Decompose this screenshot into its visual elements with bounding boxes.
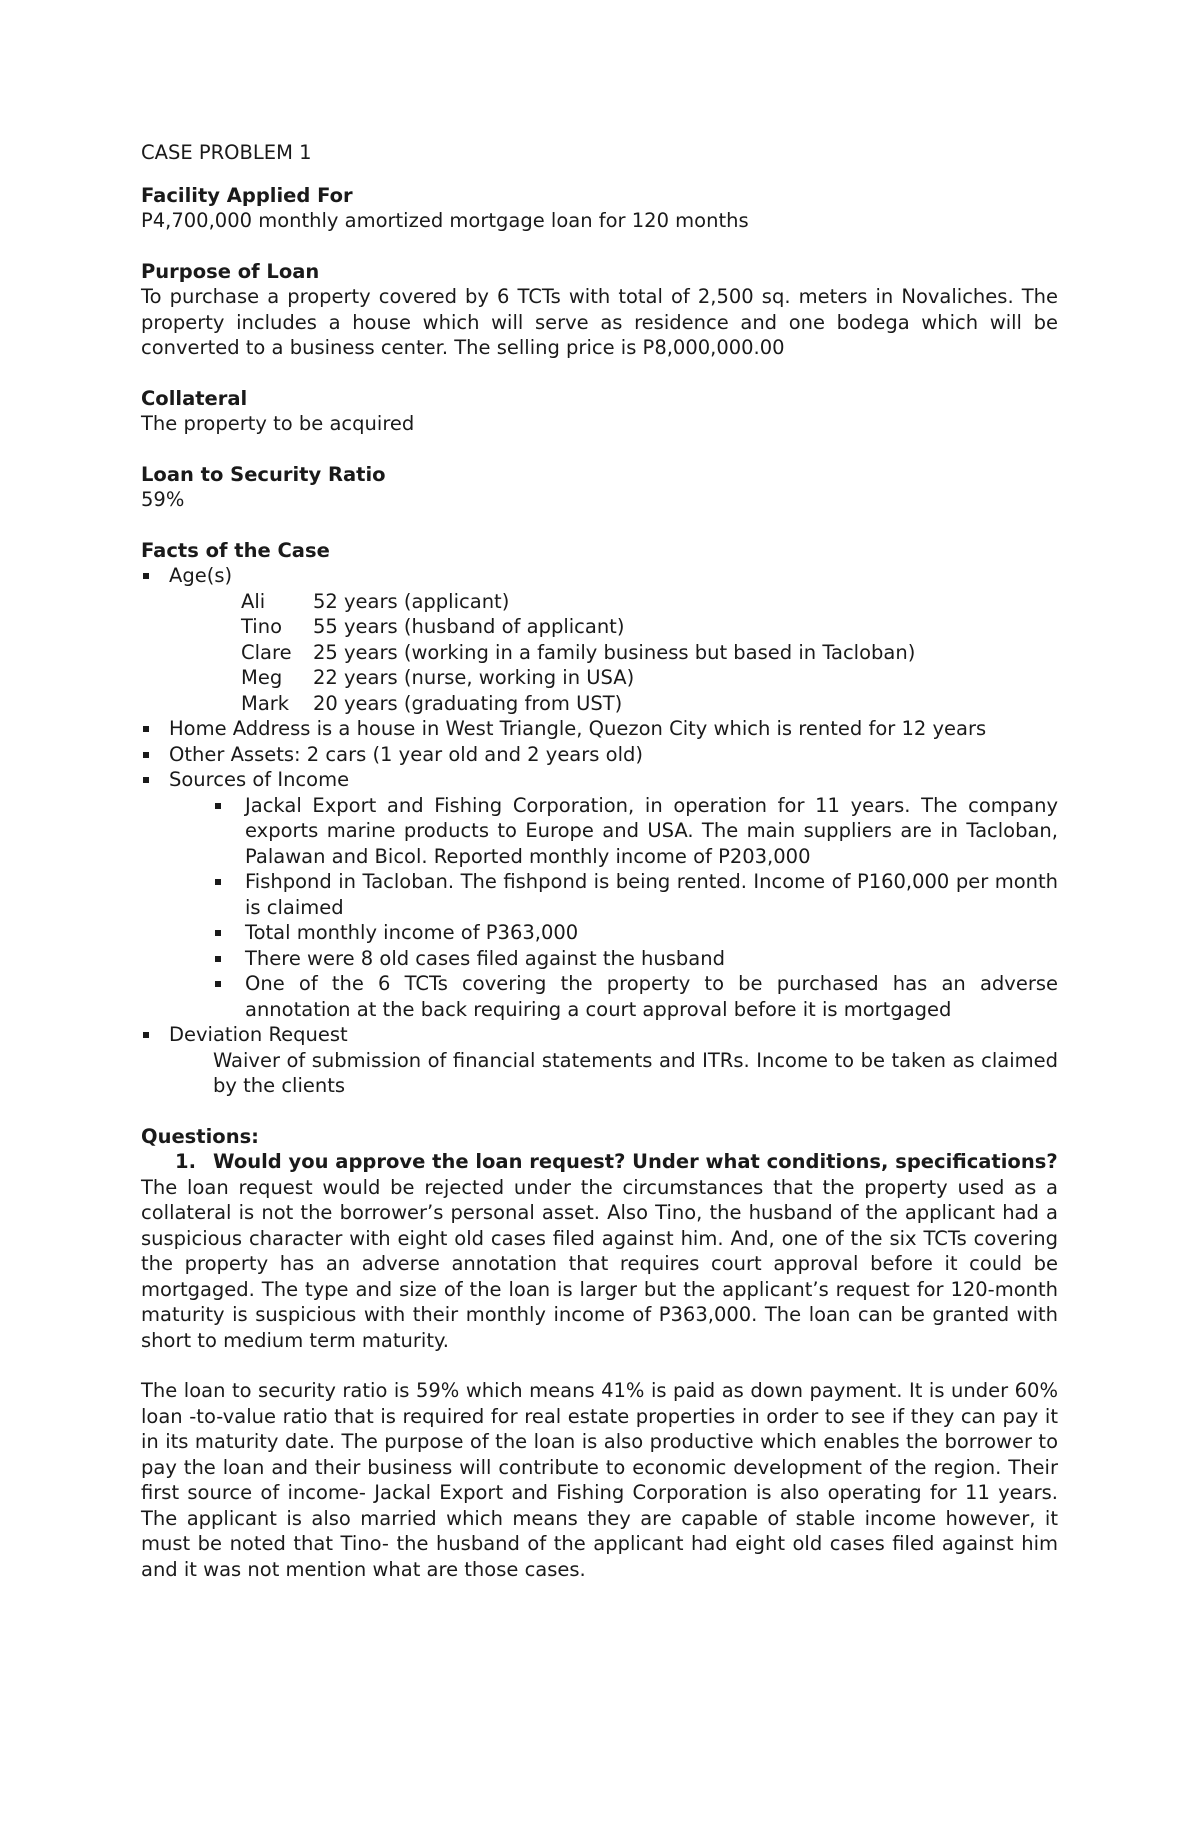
facts-list (141, 563, 1058, 793)
source-item: Jackal Export and Fishing Corporation, in operation for 11 years. The company exports marine products to Europe and USA. The main suppliers are in Tacloban, Palawan and Bicol. Reported monthly income of P203,000 (211, 793, 1058, 870)
question-number: 1. (175, 1150, 196, 1173)
age-desc: 55 years (husband of applicant) (313, 615, 625, 638)
home-address-item: Home Address is a house in West Triangle, Quezon City which is rented for 12 years (141, 716, 1058, 742)
question-text: Would you approve the loan request? Under what conditions, specifications? (213, 1150, 1058, 1173)
source-item: One of the 6 TCTs covering the property to be purchased has an adverse annotation at the back requiring a court approval before it is mortgaged (211, 971, 1058, 1022)
table-row (241, 665, 915, 691)
age-name: Tino (241, 615, 283, 638)
table-row (241, 614, 915, 640)
deviation-text: Waiver of submission of financial statements and ITRs. Income to be taken as claimed by the clients (213, 1048, 1058, 1097)
list-item (141, 1149, 1058, 1175)
source-item: Fishpond in Tacloban. The fishpond is being rented. Income of P160,000 per month is claimed (211, 869, 1058, 920)
document (141, 140, 1058, 1582)
collateral-text: The property to be acquired (141, 412, 415, 435)
source-item: There were 8 old cases filed against the husband (211, 946, 1058, 972)
age-desc: 52 years (applicant) (313, 589, 510, 613)
ltv-heading: Loan to Security Ratio (141, 462, 386, 486)
age-desc: 25 years (working in a family business but based in Tacloban) (313, 640, 916, 664)
age-desc: 22 years (nurse, working in USA) (313, 666, 635, 689)
questions-list (141, 1149, 1058, 1175)
facility-text: P4,700,000 monthly amortized mortgage loan for 120 months (141, 209, 749, 232)
list-item (141, 1022, 1058, 1048)
deviation-label: Deviation Request (169, 1023, 348, 1046)
questions-heading: Questions: (141, 1124, 259, 1148)
purpose-heading: Purpose of Loan (141, 259, 320, 283)
document-title: CASE PROBLEM 1 (141, 141, 312, 164)
facility-heading: Facility Applied For (141, 183, 353, 207)
deviation-list (141, 1022, 1058, 1048)
list-item (141, 767, 1058, 793)
table-row (241, 589, 915, 615)
age-desc: 20 years (graduating from UST) (313, 691, 623, 715)
ages-table (241, 589, 915, 717)
age-name: Mark (241, 691, 290, 715)
table-row (241, 640, 915, 666)
answer-paragraph-2: The loan to security ratio is 59% which means 41% is paid as down payment. It is under 60% loan -to-value ratio that is required for real estate properties in order to see if they can pay it in its maturity date. The purpose of the loan is also productive which enables the borrower to pay the loan and their business will contribute to economic development of the region. Their first source of income- Jackal Export and Fishing Corporation is also operating for 11 years. The applicant is also married which means they are capable of stable income however, it must be noted that Tino- the husband of the applicant had eight old cases filed against him and it was not mention what are those cases. (141, 1379, 1058, 1581)
age-name: Meg (241, 666, 283, 689)
answer-paragraph-1: The loan request would be rejected under the circumstances that the property used as a collateral is not the borrower’s personal asset. Also Tino, the husband of the applicant had a suspicious character with eight old cases filed against him. And, one of the six TCTs covering the property has an adverse annotation that requires court approval before it could be mortgaged. The type and size of the loan is larger but the applicant’s request for 120-month maturity is suspicious with their monthly income of P363,000. The loan can be granted with short to medium term maturity. (141, 1175, 1058, 1352)
source-item: Total monthly income of P363,000 (211, 920, 1058, 946)
age-name: Clare (241, 640, 292, 664)
facts-heading: Facts of the Case (141, 538, 330, 562)
list-item (141, 563, 1058, 716)
table-row (241, 691, 915, 717)
collateral-heading: Collateral (141, 386, 248, 410)
other-assets-item: Other Assets: 2 cars (1 year old and 2 years old) (141, 742, 1058, 768)
sources-label: Sources of Income (169, 768, 350, 791)
age-name: Ali (241, 589, 266, 613)
sources-list (211, 793, 1058, 1023)
ltv-text: 59% (141, 488, 185, 511)
purpose-text: To purchase a property covered by 6 TCTs with total of 2,500 sq. meters in Novaliches. The property includes a house which will serve as residence and one bodega which will be converted to a business center. The selling price is P8,000,000.00 (141, 285, 1058, 359)
ages-label: Age(s) (169, 564, 233, 587)
